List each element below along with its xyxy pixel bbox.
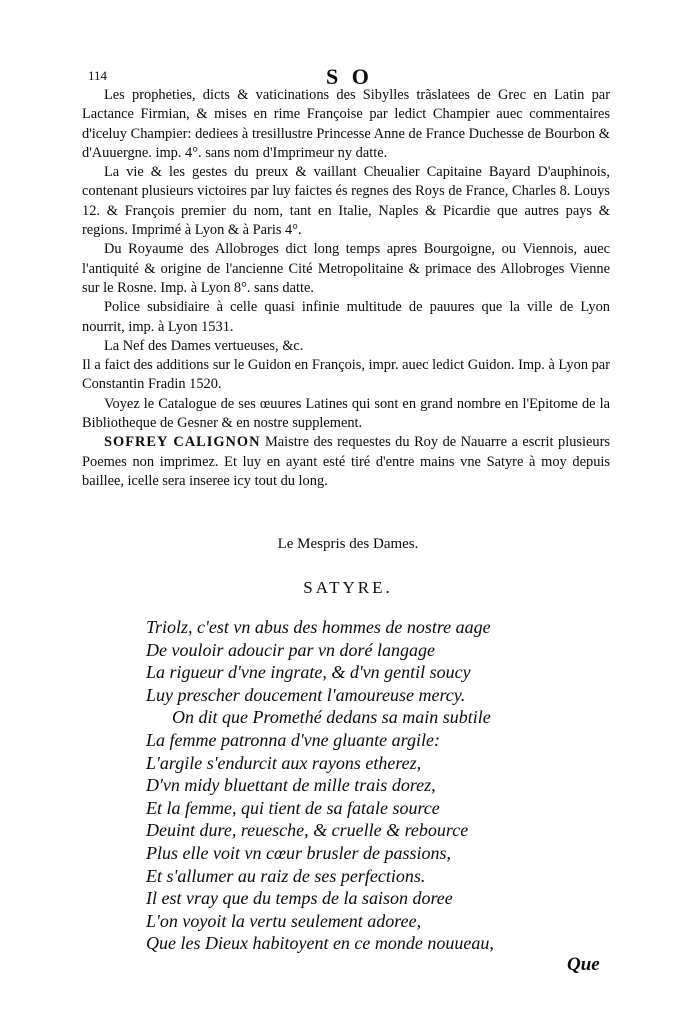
verse-line: La rigueur d'vne ingrate, & d'vn gentil soucy bbox=[146, 662, 471, 683]
entry-paragraph: La vie & les gestes du preux & vaillant Cheualier Capitaine Bayard D'auphinois, contenant plusieurs victoires par luy faictes és regnes des Roys de France, Charles 8. Louys 12. & François premier du nom, tant en Italie, Naples & Picardie que autres pays & regions. Imprimé à Lyon & à Paris 4°. bbox=[82, 164, 610, 239]
verse-line: Que les Dieux habitoyent en ce monde nouueau, bbox=[146, 933, 494, 954]
entry-paragraph: Il a faict des additions sur le Guidon en François, impr. auec ledict Guidon. Imp. à Lyon par Constantin Fradin 1520. bbox=[82, 357, 610, 393]
verse-line: L'argile s'endurcit aux rayons etherez, bbox=[146, 752, 422, 773]
verse-line: Triolz, c'est vn abus des hommes de nostre aage bbox=[146, 617, 491, 637]
page-number: 114 bbox=[88, 68, 108, 83]
entry-paragraph: Du Royaume des Allobroges dict long temps apres Bourgoigne, ou Viennois, auec l'antiquité & origine de l'ancienne Cité Metropolitaine & primace des Allobroges Vienne sur le Rosne. Imp. à Lyon 8°. sans datte. bbox=[82, 241, 610, 296]
verse-line: Deuint dure, reuesche, & cruelle & rebource bbox=[146, 820, 469, 841]
verse-line: D'vn midy bluettant de mille trais dorez, bbox=[146, 775, 436, 796]
bibliography-entries bbox=[82, 86, 610, 491]
author-name: SOFREY CALIGNON bbox=[104, 434, 261, 451]
verse-line: La femme patronna d'vne gluante argile: bbox=[146, 729, 440, 750]
poem-subtitle: SATYRE. bbox=[303, 578, 393, 597]
verse-line: De vouloir adoucir par vn doré langage bbox=[146, 639, 435, 660]
author-entry bbox=[82, 433, 610, 491]
verse-line: Plus elle voit vn cœur brusler de passions, bbox=[146, 842, 451, 863]
author-entry-text: Maistre des requestes du Roy de Nauarre a escrit plusieurs Poemes non imprimez. Et luy en ayant esté tiré d'entre mains vne Satyre à moy depuis baillee, icelle sera inseree icy tout du long. bbox=[82, 434, 610, 489]
entry-paragraph: La Nef des Dames vertueuses, &c. bbox=[104, 337, 304, 354]
verse-line: Luy prescher doucement l'amoureuse mercy. bbox=[146, 684, 466, 705]
verse-line: Et s'allumer au raiz de ses perfections. bbox=[146, 865, 426, 886]
verse-line: Il est vray que du temps de la saison doree bbox=[146, 888, 453, 909]
verse-line: On dit que Promethé dedans sa main subtile bbox=[172, 707, 491, 728]
poem-verses bbox=[146, 616, 586, 955]
entry-paragraph: Les propheties, dicts & vaticinations des Sibylles trãslatees de Grec en Latin par Lactance Firmian, & mises en rime Françoise par ledict Champier auec commentaires d'iceluy Champier: dediees à tresillustre Princesse Anne de France Duchesse de Bourbon & d'Auuergne. imp. 4°. sans nom d'Imprimeur ny datte. bbox=[82, 87, 610, 161]
verse-line: L'on voyoit la vertu seulement adoree, bbox=[146, 910, 422, 931]
signature-mark: S O bbox=[326, 64, 373, 89]
catchword: Que bbox=[567, 954, 600, 975]
entry-paragraph: Voyez le Catalogue de ses œuures Latines qui sont en grand nombre en l'Epitome de la Bibliotheque de Gesner & en nostre supplement. bbox=[82, 395, 610, 432]
entry-paragraph: Police subsidiaire à celle quasi infinie multitude de pauures que la ville de Lyon nourrit, imp. à Lyon 1531. bbox=[82, 299, 610, 335]
poem-title: Le Mespris des Dames. bbox=[277, 536, 419, 552]
verse-line: Et la femme, qui tient de sa fatale source bbox=[146, 797, 440, 818]
